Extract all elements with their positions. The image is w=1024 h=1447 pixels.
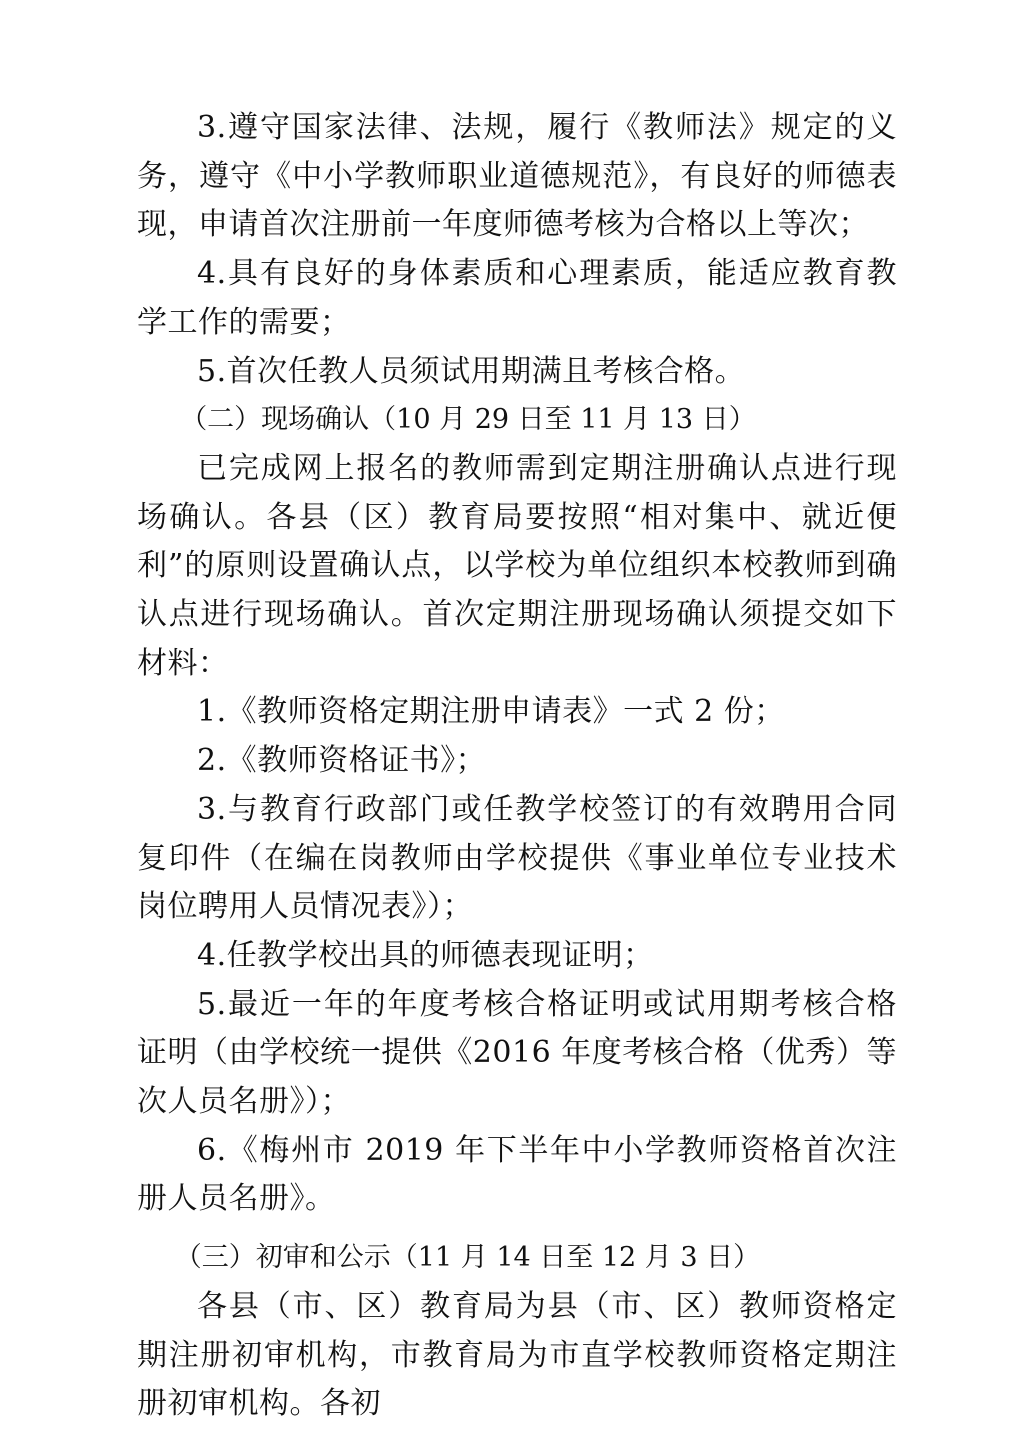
paragraph-review-publicity: 各县（市、区）教育局为县（市、区）教师资格定期注册初审机构，市教育局为市直学校教师资格定期注册初审机构。各初 (137, 1288, 897, 1422)
paragraph-requirement-5: 5.首次任教人员须试用期满且考核合格。 (197, 353, 746, 389)
material-item-2: 2.《教师资格证书》； (197, 743, 487, 779)
material-item-6: 6.《梅州市 2019 年下半年中小学教师资格首次注册人员名册》。 (137, 1132, 897, 1217)
material-item-3: 3.与教育行政部门或任教学校签订的有效聘用合同复印件（在编在岗教师由学校提供《事业单位专业技术岗位聘用人员情况表》）； (137, 791, 897, 925)
paragraph-requirement-3: 3.遵守国家法律、法规，履行《教师法》规定的义务，遵守《中小学教师职业道德规范》，有良好的师德表现，申请首次注册前一年度师德考核为合格以上等次； (137, 110, 897, 243)
document-body (137, 104, 897, 1429)
paragraph-onsite-confirmation: 已完成网上报名的教师需到定期注册确认点进行现场确认。各县（区）教育局要按照“相对集中、就近便利”的原则设置确认点，以学校为单位组织本校教师到确认点进行现场确认。首次定期注册现场确认须提交如下材料： (137, 450, 897, 681)
section-heading-review-publicity: （三）初审和公示（11 月 14 日至 12 月 3 日） (174, 1242, 761, 1274)
paragraph-requirement-4: 4.具有良好的身体素质和心理素质，能适应教育教学工作的需要； (137, 256, 897, 340)
material-item-5: 5.最近一年的年度考核合格证明或试用期考核合格证明（由学校统一提供《2016 年度考核合格（优秀）等次人员名册》）； (137, 986, 897, 1120)
material-item-4: 4.任教学校出具的师德表现证明； (197, 937, 654, 973)
section-heading-onsite-confirmation: （二）现场确认（10 月 29 日至 11 月 13 日） (180, 404, 756, 436)
material-item-1: 1.《教师资格定期注册申请表》一式 2 份； (197, 694, 785, 730)
